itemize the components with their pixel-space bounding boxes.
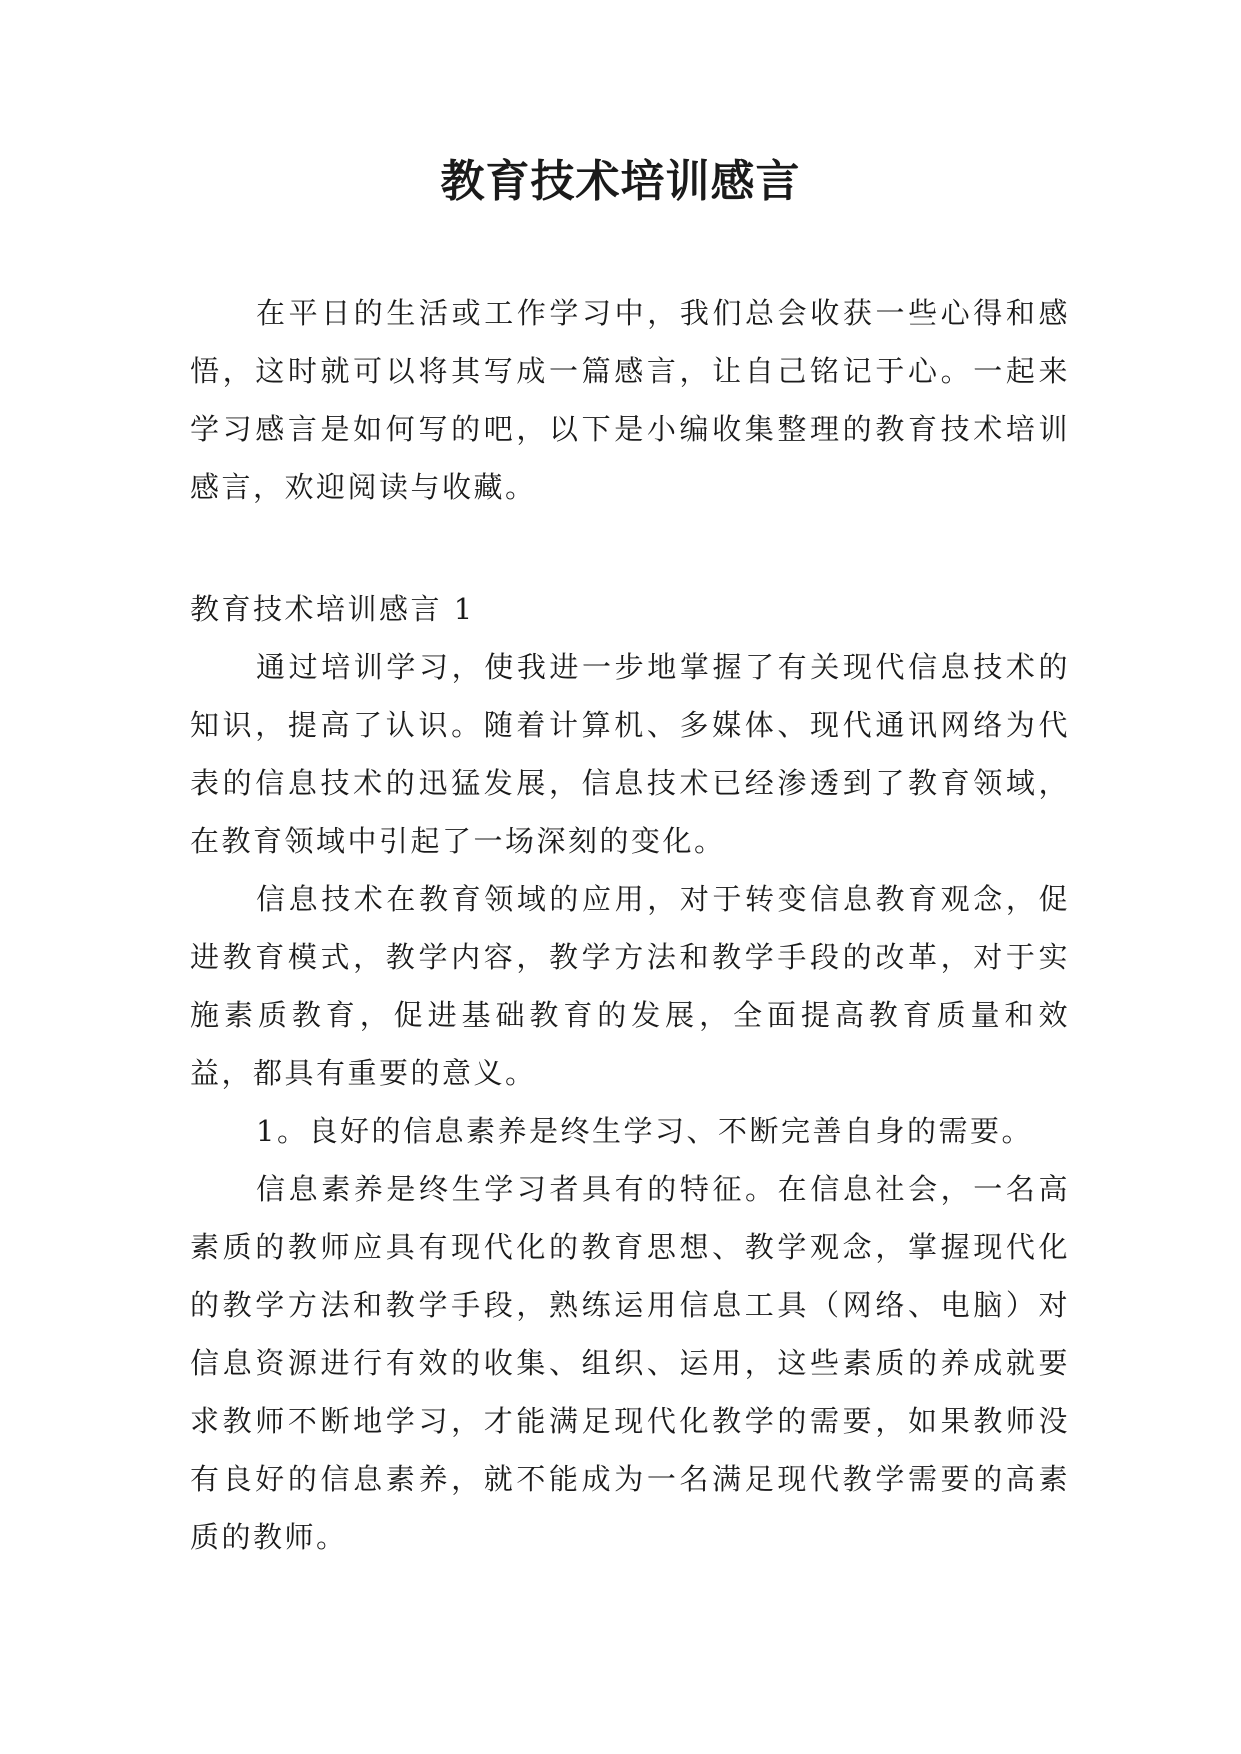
intro-paragraph: 在平日的生活或工作学习中，我们总会收获一些心得和感悟，这时就可以将其写成一篇感言，让自己铭记于心。一起来学习感言是如何写的吧，以下是小编收集整理的教育技术培训感言，欢迎阅读与收藏。 — [190, 296, 1070, 504]
intro-block — [190, 284, 1070, 516]
body-paragraph-1: 通过培训学习，使我进一步地掌握了有关现代信息技术的知识，提高了认识。随着计算机、多媒体、现代通讯网络为代表的信息技术的迅猛发展，信息技术已经渗透到了教育领域，在教育领域中引起了一场深刻的变化。 — [190, 650, 1070, 858]
body-paragraph-2: 信息技术在教育领域的应用，对于转变信息教育观念，促进教育模式，教学内容，教学方法和教学手段的改革，对于实施素质教育，促进基础教育的发展，全面提高教育质量和效益，都具有重要的意义。 — [190, 882, 1070, 1090]
body-paragraph-4: 信息素养是终生学习者具有的特征。在信息社会，一名高素质的教师应具有现代化的教育思想、教学观念，掌握现代化的教学方法和教学手段，熟练运用信息工具（网络、电脑）对信息资源进行有效的收集、组织、运用，这些素质的养成就要求教师不断地学习，才能满足现代化教学的需要，如果教师没有良好的信息素养，就不能成为一名满足现代教学需要的高素质的教师。 — [190, 1172, 1070, 1554]
body-paragraph-3: 1。良好的信息素养是终生学习、不断完善自身的需要。 — [256, 1114, 1033, 1148]
section-heading: 教育技术培训感言 1 — [190, 592, 475, 626]
page-title: 教育技术培训感言 — [440, 156, 801, 207]
section-body — [190, 638, 1070, 1566]
